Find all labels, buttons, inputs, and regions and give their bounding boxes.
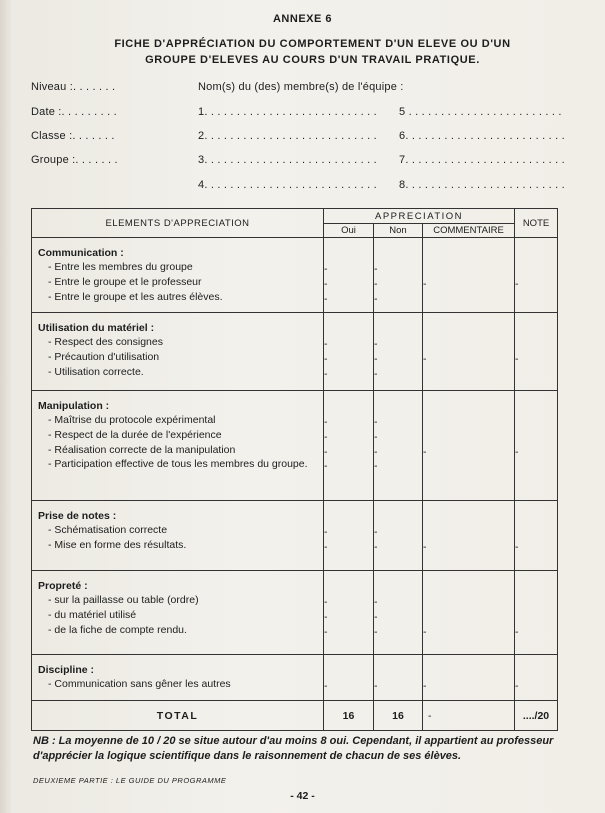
- mark-oui: -: [324, 596, 328, 608]
- mark-note: [515, 459, 557, 474]
- field-member-8: 8. . . . . . . . . . . . . . . . . . . . . . . . .: [399, 179, 565, 191]
- total-non: 16: [374, 701, 423, 731]
- mark-oui: -: [324, 367, 328, 380]
- mark-comm: -: [423, 352, 427, 365]
- mark-note: [515, 337, 557, 352]
- mark-non: -: [374, 292, 378, 305]
- mark-oui: -: [324, 277, 328, 290]
- mark-comm: [423, 430, 514, 445]
- field-member-4: 4. . . . . . . . . . . . . . . . . . . . . . . . . . .: [198, 179, 377, 191]
- field-member-7: 7. . . . . . . . . . . . . . . . . . . . . . . . .: [399, 154, 565, 166]
- table-row: [32, 501, 558, 571]
- mark-non: -: [374, 367, 378, 380]
- mark-cell-note: [515, 238, 558, 313]
- total-note: ..../20: [515, 701, 558, 731]
- mark-note: -: [515, 445, 519, 458]
- annexe-label: ANNEXE 6: [272, 13, 333, 25]
- mark-cell-comm: [423, 238, 515, 313]
- field-classe: Classe :. . . . . . .: [31, 130, 115, 142]
- mark-cell-non: [374, 238, 423, 313]
- mark-oui: -: [324, 460, 328, 473]
- mark-cell-oui: [324, 238, 374, 313]
- mark-oui: -: [324, 430, 328, 443]
- section-title: Utilisation du matériel :: [38, 322, 155, 334]
- mark-oui: -: [324, 680, 328, 692]
- mark-oui: -: [324, 445, 328, 458]
- mark-cell-non: [374, 571, 423, 655]
- mark-oui: -: [324, 540, 328, 553]
- table-row: [32, 313, 558, 391]
- mark-oui: -: [324, 416, 328, 428]
- page-number: - 42 -: [290, 790, 315, 802]
- mark-non: -: [374, 352, 378, 365]
- section-item: - Entre le groupe et le professeur: [48, 275, 202, 288]
- mark-note: [515, 610, 557, 625]
- section-title: Communication :: [38, 247, 124, 259]
- section-item: - Mise en forme des résultats.: [48, 538, 187, 551]
- mark-non: -: [374, 338, 378, 350]
- section-cell: [32, 501, 324, 571]
- mark-comm: [423, 415, 514, 430]
- document-title: [40, 36, 585, 68]
- table-row: [32, 238, 558, 313]
- mark-comm: -: [423, 445, 427, 458]
- mark-comm: [423, 459, 514, 474]
- mark-note: [515, 367, 557, 382]
- table-row: [32, 571, 558, 655]
- mark-cell-non: [374, 655, 423, 701]
- total-commentaire: -: [423, 701, 515, 731]
- mark-comm: [423, 262, 514, 277]
- section-item: - Entre les membres du groupe: [48, 261, 193, 273]
- mark-oui: -: [324, 610, 328, 623]
- mark-comm: -: [423, 277, 427, 290]
- header-appreciation: APPRECIATION: [324, 209, 515, 224]
- mark-cell-oui: [324, 391, 374, 501]
- mark-cell-non: [374, 501, 423, 571]
- field-member-2: 2. . . . . . . . . . . . . . . . . . . . . . . . . . .: [198, 130, 377, 142]
- section-item: - Participation effective de tous les membres du groupe.: [48, 458, 308, 471]
- header-oui: Oui: [324, 224, 374, 238]
- field-member-1: 1. . . . . . . . . . . . . . . . . . . . . . . . . . .: [198, 106, 377, 118]
- mark-cell-non: [374, 313, 423, 391]
- mark-oui: -: [324, 263, 328, 275]
- page-shadow: [0, 0, 14, 813]
- mark-non: -: [374, 610, 378, 623]
- header-note: NOTE: [515, 209, 558, 238]
- title-line-2: GROUPE D'ELEVES AU COURS D'UN TRAVAIL PRATIQUE.: [145, 54, 480, 66]
- mark-oui: -: [324, 292, 328, 305]
- section-item: - Communication sans gêner les autres: [48, 678, 231, 690]
- mark-cell-note: [515, 391, 558, 501]
- mark-cell-comm: [423, 655, 515, 701]
- mark-note: [515, 292, 557, 307]
- mark-cell-oui: [324, 313, 374, 391]
- section-item: - du matériel utilisé: [48, 608, 137, 621]
- total-oui: 16: [324, 701, 374, 731]
- section-title: Discipline :: [38, 664, 95, 676]
- section-title: Prise de notes :: [38, 510, 117, 522]
- section-item: - de la fiche de compte rendu.: [48, 623, 187, 636]
- mark-note: -: [515, 540, 519, 553]
- mark-cell-comm: [423, 391, 515, 501]
- section-item: - sur la paillasse ou table (ordre): [48, 594, 199, 606]
- mark-cell-note: [515, 571, 558, 655]
- header-non: Non: [374, 224, 423, 238]
- header-commentaire: COMMENTAIRE: [423, 224, 515, 238]
- mark-oui: -: [324, 352, 328, 365]
- mark-note: -: [515, 352, 519, 365]
- mark-non: -: [374, 680, 378, 692]
- mark-note: [515, 415, 557, 430]
- footer-part-label: DEUXIEME PARTIE : LE GUIDE DU PROGRAMME: [33, 776, 227, 785]
- mark-non: -: [374, 460, 378, 473]
- mark-non: -: [374, 625, 378, 638]
- field-team-names: Nom(s) du (des) membre(s) de l'équipe :: [198, 81, 404, 93]
- mark-comm: [423, 610, 514, 625]
- mark-note: [515, 262, 557, 277]
- section-item: - Schématisation correcte: [48, 524, 168, 536]
- mark-note: -: [515, 625, 519, 638]
- mark-comm: -: [423, 625, 427, 638]
- mark-note: [515, 595, 557, 610]
- table-row: [32, 391, 558, 501]
- mark-non: -: [374, 596, 378, 608]
- section-item: - Utilisation correcte.: [48, 365, 144, 378]
- field-date: Date :. . . . . . . . .: [31, 106, 117, 118]
- mark-cell-oui: [324, 571, 374, 655]
- mark-cell-comm: [423, 571, 515, 655]
- mark-non: -: [374, 540, 378, 553]
- field-groupe: Groupe :. . . . . . .: [31, 154, 118, 166]
- section-title: Manipulation :: [38, 400, 110, 412]
- mark-non: -: [374, 263, 378, 275]
- section-title: Propreté :: [38, 580, 88, 592]
- table-row: [32, 655, 558, 701]
- mark-comm: [423, 367, 514, 382]
- section-item: - Respect des consignes: [48, 336, 163, 348]
- total-label: TOTAL: [32, 701, 324, 731]
- section-cell: [32, 655, 324, 701]
- mark-comm: [423, 525, 514, 540]
- mark-cell-non: [374, 391, 423, 501]
- section-item: - Respect de la durée de l'expérience: [48, 428, 222, 441]
- mark-non: -: [374, 445, 378, 458]
- mark-cell-note: [515, 313, 558, 391]
- mark-comm: [423, 292, 514, 307]
- section-item: - Réalisation correcte de la manipulation: [48, 443, 236, 456]
- appreciation-table: [31, 208, 558, 731]
- mark-cell-comm: [423, 313, 515, 391]
- section-cell: [32, 313, 324, 391]
- mark-comm: -: [423, 540, 427, 553]
- title-line-1: FICHE D'APPRÉCIATION DU COMPORTEMENT D'UN ELEVE OU D'UN: [114, 38, 511, 50]
- section-item: - Maîtrise du protocole expérimental: [48, 414, 216, 426]
- field-member-6: 6. . . . . . . . . . . . . . . . . . . . . . . . .: [399, 130, 565, 142]
- mark-note: [515, 525, 557, 540]
- section-cell: [32, 391, 324, 501]
- header-elements: ELEMENTS D'APPRECIATION: [32, 209, 324, 238]
- mark-note: -: [515, 680, 519, 692]
- mark-cell-note: [515, 655, 558, 701]
- mark-non: -: [374, 526, 378, 538]
- mark-cell-note: [515, 501, 558, 571]
- nb-note: NB : La moyenne de 10 / 20 se situe autour d'au moins 8 oui. Cependant, il appartient au professeur d'apprécier la logique scientifique dans le raisonnement de chacun de ses élèves.: [33, 735, 554, 762]
- field-niveau: Niveau :. . . . . . .: [31, 81, 116, 93]
- mark-non: -: [374, 277, 378, 290]
- field-member-3: 3. . . . . . . . . . . . . . . . . . . . . . . . . . .: [198, 154, 377, 166]
- mark-comm: [423, 595, 514, 610]
- mark-cell-oui: [324, 501, 374, 571]
- mark-oui: -: [324, 625, 328, 638]
- mark-oui: -: [324, 526, 328, 538]
- mark-cell-comm: [423, 501, 515, 571]
- field-member-5: 5 . . . . . . . . . . . . . . . . . . . . . . . .: [399, 106, 562, 118]
- section-cell: [32, 238, 324, 313]
- section-cell: [32, 571, 324, 655]
- mark-non: -: [374, 416, 378, 428]
- mark-note: -: [515, 277, 519, 290]
- mark-non: -: [374, 430, 378, 443]
- mark-oui: -: [324, 338, 328, 350]
- section-item: - Entre le groupe et les autres élèves.: [48, 290, 223, 303]
- section-item: - Précaution d'utilisation: [48, 350, 160, 363]
- mark-cell-oui: [324, 655, 374, 701]
- mark-note: [515, 430, 557, 445]
- mark-comm: -: [423, 680, 427, 692]
- mark-comm: [423, 337, 514, 352]
